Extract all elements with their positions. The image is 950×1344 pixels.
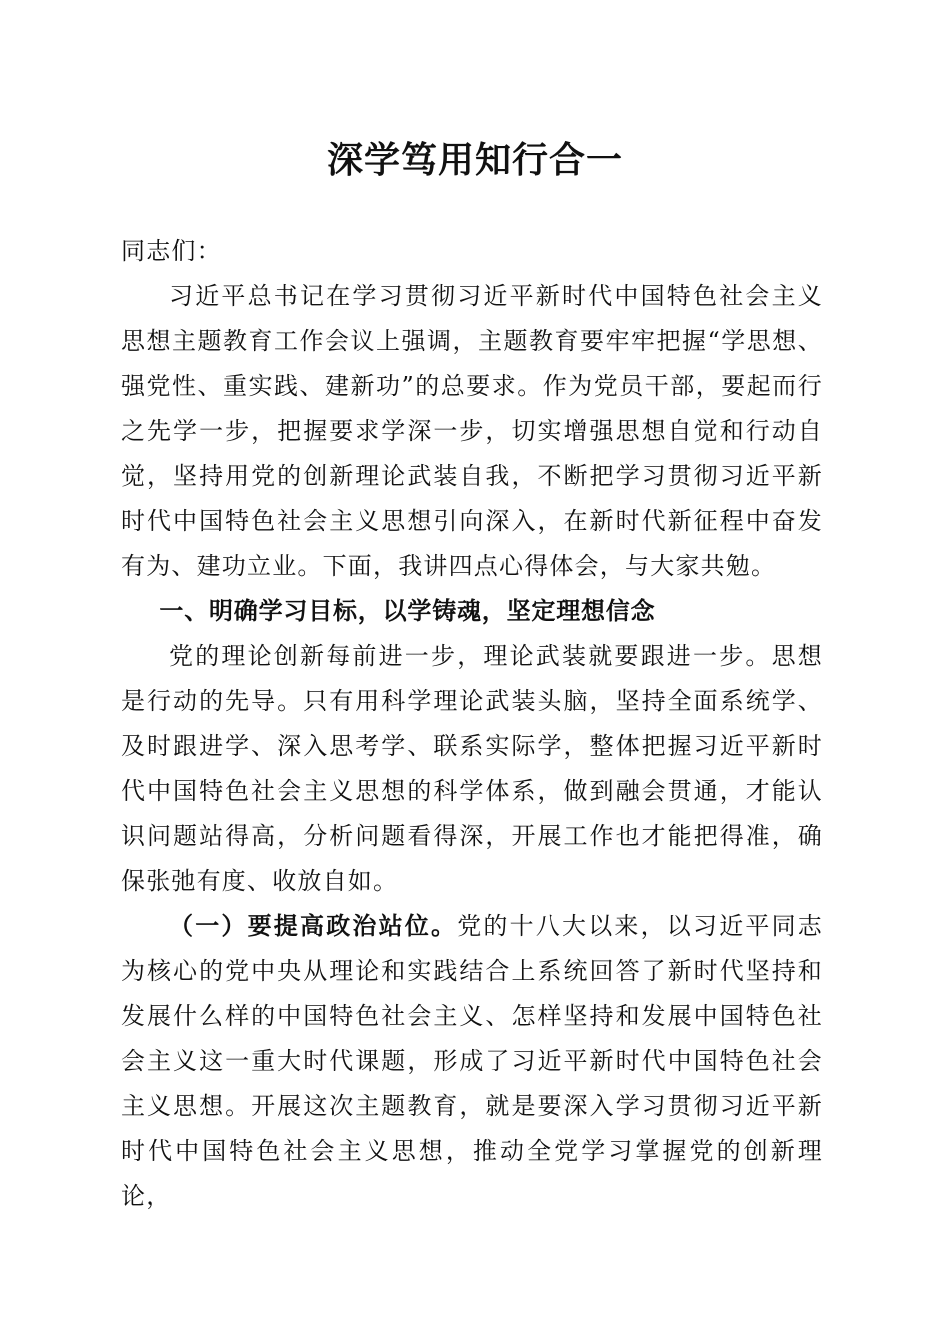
document-title: 深学笃用知行合一 bbox=[326, 139, 623, 181]
subsection-1-paragraph bbox=[121, 904, 823, 1219]
salutation: 同志们： bbox=[121, 237, 222, 265]
document-body bbox=[121, 229, 823, 1219]
intro-paragraph: 习近平总书记在学习贯彻习近平新时代中国特色社会主义思想主题教育工作会议上强调，主题教育要牢牢把握“学思想、强党性、重实践、建新功”的总要求。作为党员干部，要起而行之先学一步，把握要求学深一步，切实增强思想自觉和行动自觉，坚持用党的创新理论武装自我，不断把学习贯彻习近平新时代中国特色社会主义思想引向深入，在新时代新征程中奋发有为、建功立业。下面，我讲四点心得体会，与大家共勉。 bbox=[121, 282, 823, 580]
subsection-1-lead: （一）要提高政治站位。 bbox=[169, 912, 458, 940]
section-1-paragraph: 党的理论创新每前进一步，理论武装就要跟进一步。思想是行动的先导。只有用科学理论武装头脑，坚持全面系统学、及时跟进学、深入思考学、联系实际学，整体把握习近平新时代中国特色社会主义思想的科学体系，做到融会贯通，才能认识问题站得高，分析问题看得深，开展工作也才能把得准，确保张弛有度、收放自如。 bbox=[121, 642, 823, 895]
subsection-1-text: 党的十八大以来，以习近平同志为核心的党中央从理论和实践结合上系统回答了新时代坚持和发展什么样的中国特色社会主义、怎样坚持和发展中国特色社会主义这一重大时代课题，形成了习近平新时代中国特色社会主义思想。开展这次主题教育，就是要深入学习贯彻习近平新时代中国特色社会主义思想，推动全党学习掌握党的创新理论， bbox=[121, 912, 823, 1210]
section-heading-1: 一、明确学习目标，以学铸魂，坚定理想信念 bbox=[159, 597, 656, 625]
